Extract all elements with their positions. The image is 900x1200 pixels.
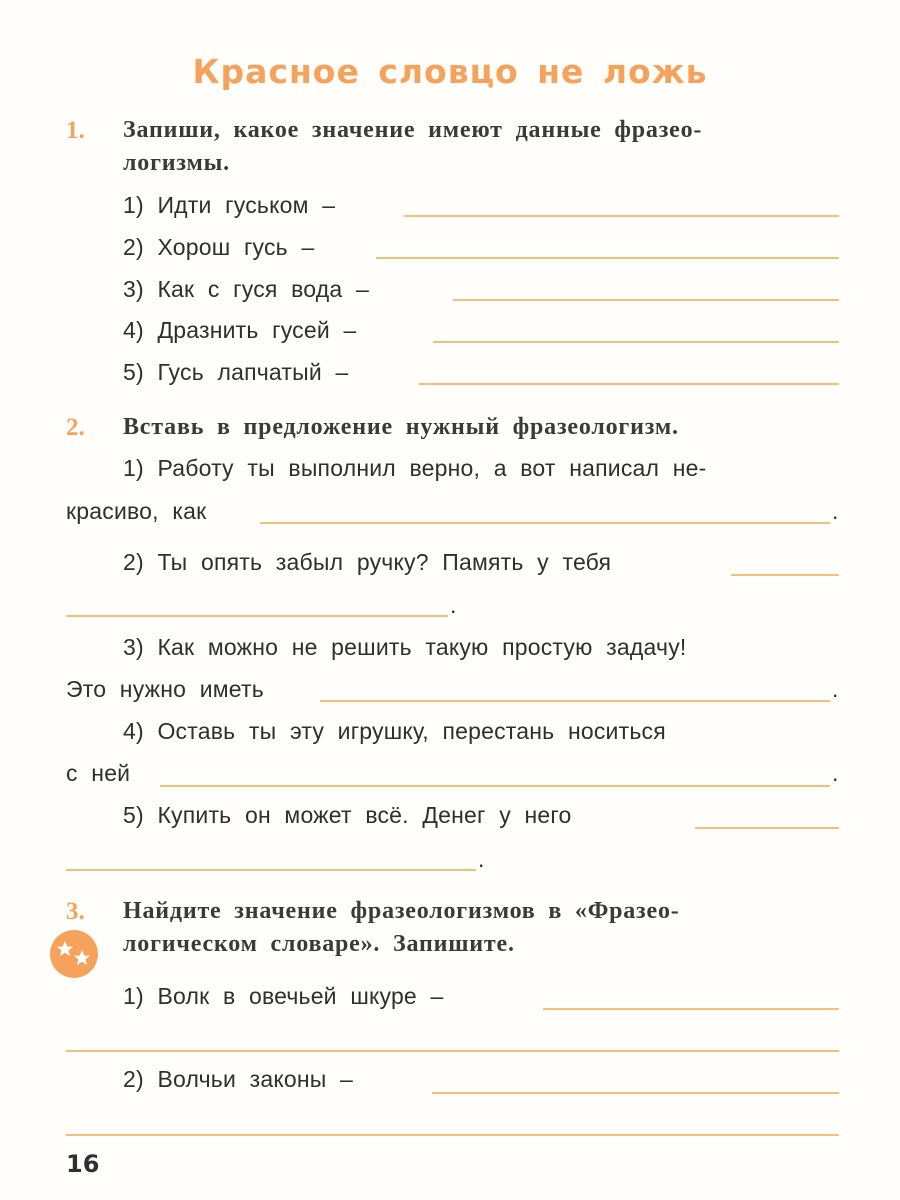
page-title: Красное словцо не ложь	[192, 52, 708, 91]
task-3-item-2-label: 2) Волчьи законы –	[123, 1066, 354, 1092]
task-2-item-2-answer-line-a[interactable]	[731, 574, 839, 576]
task-2-item-4-line1: 4) Оставь ты эту игрушку, перестань носиться	[123, 718, 666, 744]
task-2-item-2-line1: 2) Ты опять забыл ручку? Память у тебя	[123, 549, 612, 575]
task-1-item-2-answer-line[interactable]	[376, 257, 839, 259]
task-3-number: 3.	[66, 898, 85, 925]
task-1-item-2-label: 2) Хорош гусь –	[123, 234, 315, 260]
task-3-item-1-label: 1) Волк в овечьей шкуре –	[123, 983, 444, 1009]
task-1-item-4-label: 4) Дразнить гусей –	[123, 317, 357, 343]
task-1-item-5-label: 5) Гусь лапчатый –	[123, 359, 349, 385]
task-2-item-5-answer-line-b[interactable]	[66, 869, 476, 871]
task-1-number: 1.	[66, 117, 85, 144]
task-3-item-2-answer-line-a[interactable]	[432, 1092, 839, 1094]
task-2-item-3-period: .	[832, 676, 839, 702]
task-2-item-5-line1: 5) Купить он может всё. Денег у него	[123, 802, 572, 828]
task-2-item-5-answer-line-a[interactable]	[695, 827, 839, 829]
task-1-instruction-line1: Запиши, какое значение имеют данные фразео-	[123, 117, 703, 143]
task-1-item-4-answer-line[interactable]	[433, 341, 839, 343]
task-2-item-1-period: .	[832, 498, 839, 524]
task-2-item-4-line2: с ней	[66, 760, 131, 786]
task-2-item-4-period: .	[832, 760, 839, 786]
two-stars-icon	[50, 930, 98, 978]
task-3-instruction-line1: Найдите значение фразеологизмов в «Фразео-	[123, 898, 680, 924]
task-2-item-1-line1: 1) Работу ты выполнил верно, а вот написал не-	[123, 455, 707, 481]
task-3-item-1-answer-line-a[interactable]	[543, 1008, 839, 1010]
task-1-item-3-label: 3) Как с гуся вода –	[123, 276, 369, 302]
task-2-item-2-answer-line-b[interactable]	[66, 615, 448, 617]
task-2-item-4-answer-line[interactable]	[160, 785, 830, 787]
task-2-number: 2.	[66, 414, 85, 441]
task-2-item-1-line2: красиво, как	[66, 498, 207, 524]
task-3-item-2-answer-line-b[interactable]	[66, 1134, 839, 1136]
task-1-item-5-answer-line[interactable]	[419, 383, 839, 385]
task-2-item-5-period: .	[478, 846, 485, 872]
page-number: 16	[66, 1150, 100, 1178]
task-2-item-3-line1: 3) Как можно не решить такую простую задачу!	[123, 634, 687, 660]
task-2-item-2-period: .	[450, 592, 457, 618]
task-3-item-1-answer-line-b[interactable]	[66, 1050, 839, 1052]
task-1-item-1-answer-line[interactable]	[404, 215, 839, 217]
task-1-item-1-label: 1) Идти гуськом –	[123, 192, 336, 218]
task-1-item-3-answer-line[interactable]	[453, 299, 839, 301]
task-2-instruction: Вставь в предложение нужный фразеологизм.	[123, 414, 679, 440]
task-2-item-3-answer-line[interactable]	[320, 700, 830, 702]
task-2-item-3-line2: Это нужно иметь	[66, 676, 264, 702]
task-2-item-1-answer-line[interactable]	[260, 522, 830, 524]
task-3-instruction-line2: логическом словаре». Запишите.	[123, 931, 515, 957]
task-1-instruction-line2: логизмы.	[123, 150, 230, 176]
